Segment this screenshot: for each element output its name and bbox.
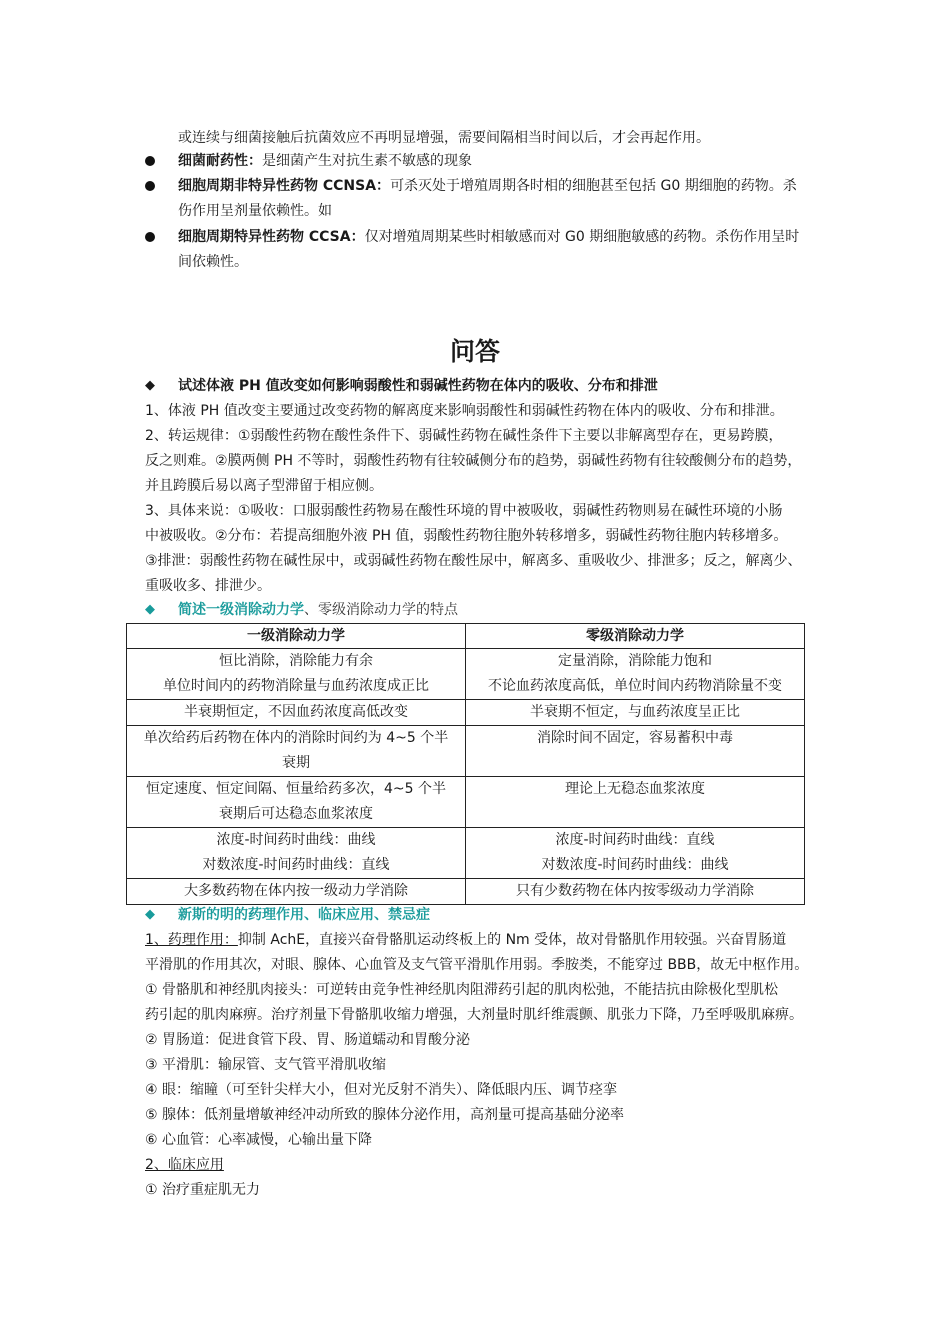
- bullet-icon: [145, 232, 155, 242]
- answer-line: 2、转运规律：①弱酸性药物在酸性条件下、弱碱性药物在碱性条件下主要以非解离型存在，更易跨膜，: [145, 428, 783, 444]
- cell-line: 只有少数药物在体内按零级动力学消除: [516, 883, 754, 899]
- table-row: [127, 649, 805, 700]
- cell-line: 半衰期恒定，不因血药浓度高低改变: [184, 704, 408, 720]
- section-title: 问答: [449, 337, 500, 366]
- cell-line: 消除时间不固定，容易蓄积中毒: [537, 730, 733, 746]
- answer-line: ⑤ 腺体：低剂量增敏神经冲动所致的腺体分泌作用，高剂量可提高基础分泌率: [145, 1107, 624, 1123]
- table-cell: [127, 879, 466, 905]
- question-title: 新斯的明的药理作用、临床应用、禁忌症: [178, 907, 430, 923]
- definition-continuation: 或连续与细菌接触后抗菌效应不再明显增强，需要间隔相当时间以后，才会再起作用。: [178, 130, 710, 146]
- table-cell: [466, 649, 805, 700]
- table-header: 零级消除动力学: [466, 624, 805, 649]
- bullet-icon: [145, 181, 155, 191]
- table-cell: [466, 777, 805, 828]
- table-row: [127, 879, 805, 905]
- table-header: 一级消除动力学: [127, 624, 466, 649]
- answer-line: ③ 平滑肌：输尿管、支气管平滑肌收缩: [145, 1057, 386, 1073]
- definition-term: 细菌耐药性：: [178, 153, 262, 169]
- kinetics-table: [126, 623, 805, 905]
- answer-line: [145, 930, 786, 950]
- subheading: 1、药理作用：: [145, 932, 238, 948]
- cell-line: 单次给药后药物在体内的消除时间约为 4~5 个半: [143, 730, 449, 746]
- table-cell: [466, 828, 805, 879]
- answer-line: 中被吸收。②分布：若提高细胞外液 PH 值，弱酸性药物往胞外转移增多，弱碱性药物往胞内转移增多。: [145, 528, 788, 544]
- table-cell: [466, 700, 805, 726]
- answer-line: 并且跨膜后易以离子型滞留于相应侧。: [145, 478, 383, 494]
- definition-text: 可杀灭处于增殖周期各时相的细胞甚至包括 G0 期细胞的药物。杀: [390, 178, 797, 194]
- cell-line: 恒定速度、恒定间隔、恒量给药多次，4~5 个半: [146, 781, 446, 797]
- definition-item: [178, 227, 799, 247]
- table-row: [127, 777, 805, 828]
- definition-item: [178, 151, 472, 171]
- cell-line: 大多数药物在体内按一级动力学消除: [184, 883, 408, 899]
- table-cell: [127, 700, 466, 726]
- answer-text: 抑制 AchE，直接兴奋骨骼肌运动终板上的 Nm 受体，故对骨骼肌作用较强。兴奋胃肠道: [237, 932, 787, 948]
- cell-line: 衰期后可达稳态血浆浓度: [219, 806, 373, 822]
- answer-line: 反之则难。②膜两侧 PH 不等时，弱酸性药物有往较碱侧分布的趋势，弱碱性药物有往较酸侧分布的趋势，: [145, 453, 802, 469]
- diamond-icon: ◆: [145, 907, 155, 922]
- bullet-icon: [145, 156, 155, 166]
- answer-line: ⑥ 心血管：心率减慢，心输出量下降: [145, 1132, 373, 1148]
- table-cell: [127, 726, 466, 777]
- cell-line: 恒比消除，消除能力有余: [219, 653, 373, 669]
- definition-term: 细胞周期非特异性药物 CCNSA：: [178, 178, 391, 194]
- question-title: [178, 600, 458, 620]
- answer-line: ① 治疗重症肌无力: [145, 1182, 261, 1198]
- cell-line: 浓度-时间药时曲线：曲线: [216, 832, 376, 848]
- definition-text: 是细菌产生对抗生素不敏感的现象: [262, 153, 472, 169]
- answer-line: 3、具体来说：①吸收：口服弱酸性药物易在酸性环境的胃中被吸收，弱碱性药物则易在碱性环境的小肠: [145, 503, 783, 519]
- table-cell: [466, 726, 805, 777]
- diamond-icon: ◆: [145, 378, 155, 393]
- answer-line: ③排泄：弱酸性药物在碱性尿中，或弱碱性药物在酸性尿中，解离多、重吸收少、排泄多；反之，解离少、: [145, 553, 802, 569]
- answer-line: ④ 眼：缩瞳（可至针尖样大小，但对光反射不消失）、降低眼内压、调节痉挛: [145, 1082, 617, 1098]
- table-row: [127, 726, 805, 777]
- question-title-bold: 简述一级消除动力学: [178, 602, 304, 618]
- diamond-icon: ◆: [145, 602, 155, 617]
- table-cell: [127, 649, 466, 700]
- definition-item: [178, 176, 797, 196]
- question-title-rest: 、零级消除动力学的特点: [304, 602, 458, 618]
- definition-text-cont: 间依赖性。: [178, 254, 248, 270]
- cell-line: 对数浓度-时间药时曲线：曲线: [541, 857, 729, 873]
- cell-line: 半衰期不恒定，与血药浓度呈正比: [530, 704, 740, 720]
- answer-line: ② 胃肠道：促进食管下段、胃、肠道蠕动和胃酸分泌: [145, 1032, 470, 1048]
- definition-text: 仅对增殖周期某些时相敏感而对 G0 期细胞敏感的药物。杀伤作用呈时: [364, 229, 800, 245]
- table-cell: [127, 828, 466, 879]
- cell-line: 单位时间内的药物消除量与血药浓度成正比: [163, 678, 429, 694]
- table-row: [127, 828, 805, 879]
- answer-line: 重吸收多、排泄少。: [145, 578, 271, 594]
- table-cell: [127, 777, 466, 828]
- subheading: 2、临床应用: [145, 1157, 224, 1173]
- answer-line: 药引起的肌肉麻痹。治疗剂量下骨骼肌收缩力增强，大剂量时肌纤维震颤、肌张力下降，乃至呼吸肌麻痹。: [145, 1007, 803, 1023]
- definition-term: 细胞周期特异性药物 CCSA：: [178, 229, 365, 245]
- table-cell: [466, 879, 805, 905]
- table-row: [127, 700, 805, 726]
- cell-line: 衰期: [282, 755, 310, 771]
- cell-line: 不论血药浓度高低，单位时间内药物消除量不变: [488, 678, 782, 694]
- question-title: 试述体液 PH 值改变如何影响弱酸性和弱碱性药物在体内的吸收、分布和排泄: [178, 378, 658, 394]
- cell-line: 理论上无稳态血浆浓度: [565, 781, 705, 797]
- cell-line: 对数浓度-时间药时曲线：直线: [202, 857, 390, 873]
- cell-line: 定量消除，消除能力饱和: [558, 653, 712, 669]
- answer-line: 1、体液 PH 值改变主要通过改变药物的解离度来影响弱酸性和弱碱性药物在体内的吸收、分布和排泄。: [145, 403, 784, 419]
- cell-line: 浓度-时间药时曲线：直线: [555, 832, 715, 848]
- definition-text-cont: 伤作用呈剂量依赖性。如: [178, 203, 332, 219]
- answer-line: ① 骨骼肌和神经肌肉接头：可逆转由竞争性神经肌肉阻滞药引起的肌肉松弛，不能拮抗由除极化型肌松: [145, 982, 778, 998]
- answer-line: 平滑肌的作用其次，对眼、腺体、心血管及支气管平滑肌作用弱。季胺类，不能穿过 BBB，故无中枢作用。: [145, 957, 809, 973]
- table-header-row: [127, 624, 805, 649]
